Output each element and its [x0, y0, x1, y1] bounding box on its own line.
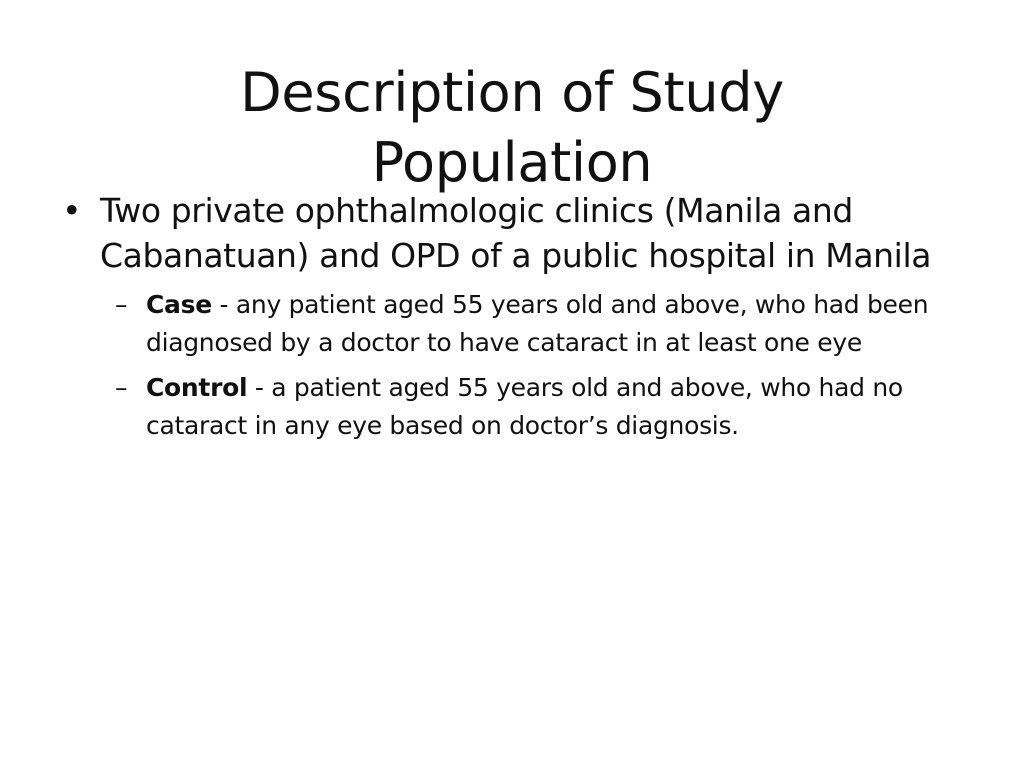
sub-bullet-list	[58, 286, 958, 445]
control-definition: - a patient aged 55 years old and above, who had no cataract in any eye based on doctor’s diagnosis.	[146, 373, 903, 440]
sub-bullet-control	[58, 369, 958, 445]
bullet-item	[58, 188, 958, 278]
case-definition: - any patient aged 55 years old and above, who had been diagnosed by a doctor to have cataract in at least one eye	[146, 290, 929, 357]
title-line-2: Population	[371, 131, 653, 195]
sub-bullet-case	[58, 286, 958, 362]
dash-marker: –	[115, 373, 128, 402]
case-term: Case	[146, 290, 212, 319]
dash-marker: –	[115, 290, 128, 319]
control-term: Control	[146, 373, 248, 402]
title-line-1: Description of Study	[240, 61, 784, 125]
bullet-text: Two private ophthalmologic clinics (Manila and Cabanatuan) and OPD of a public hospital in Manila	[100, 191, 932, 275]
bullet-marker: •	[62, 191, 82, 230]
slide-body	[58, 188, 958, 452]
slide-title	[80, 58, 944, 198]
